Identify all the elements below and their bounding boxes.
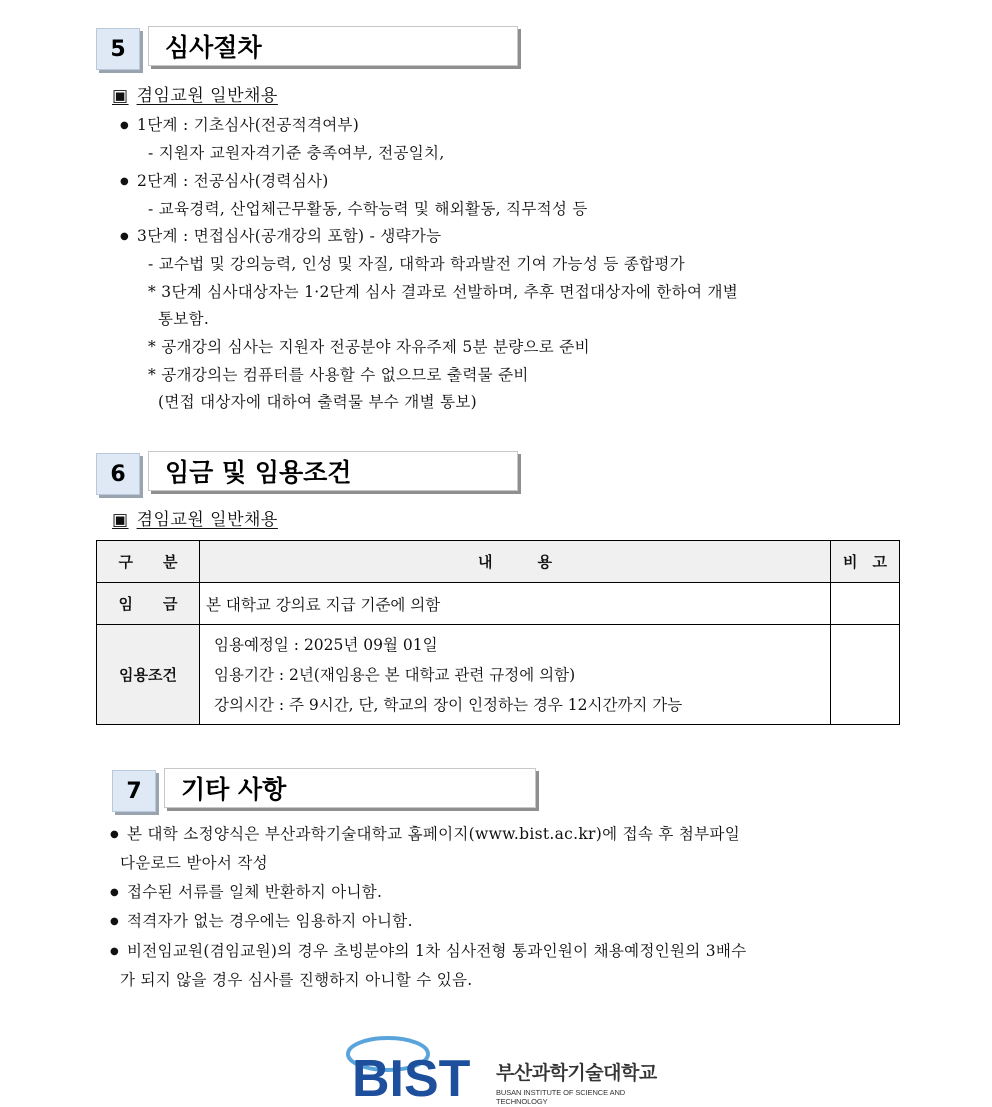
- list-item: - 교육경력, 산업체근무활동, 수학능력 및 해외활동, 직무적성 등: [148, 200, 588, 218]
- section-title: 심사절차: [148, 26, 518, 66]
- list-item: ● 비전임교원(겸임교원)의 경우 초빙분야의 1차 심사전형 통과인원이 채용예정인원의 3배수: [110, 939, 746, 961]
- list-item: ● 본 대학 소정양식은 부산과학기술대학교 홈페이지(www.bist.ac.kr)에 접속 후 첨부파일: [110, 822, 740, 844]
- note-item: 통보함.: [158, 310, 210, 328]
- section-6-header: [96, 451, 526, 495]
- condition-line: 강의시간 : 주 9시간, 단, 학교의 장이 인정하는 경우 12시간까지 가능: [214, 695, 683, 714]
- conditions-table: [96, 540, 900, 725]
- condition-line: 임용기간 : 2년(재임용은 본 대학교 관련 규정에 의함): [214, 665, 576, 684]
- bist-logo: [346, 1030, 666, 1106]
- table-row: [97, 625, 900, 725]
- list-item: - 교수법 및 강의능력, 인성 및 자질, 대학과 학과발전 기여 가능성 등 종합평가: [148, 255, 685, 273]
- row-label: 임 금: [97, 583, 200, 625]
- list-item: ● 접수된 서류를 일체 반환하지 아니함.: [110, 880, 382, 902]
- condition-line: 임용예정일 : 2025년 09월 01일: [214, 635, 438, 654]
- logo-mark-text: BIST: [352, 1050, 471, 1102]
- row-content: 본 대학교 강의료 지급 기준에 의함: [200, 583, 831, 625]
- sub-heading-text: 겸임교원 일반채용: [136, 86, 278, 106]
- square-bullet-icon: ▣: [112, 86, 129, 106]
- row-note: [831, 625, 900, 725]
- note-item: * 공개강의는 컴퓨터를 사용할 수 없으므로 출력물 준비: [148, 366, 529, 384]
- section-7-header: [112, 768, 542, 812]
- header-content: 내 용: [200, 541, 831, 583]
- section-number: 7: [112, 770, 156, 812]
- section-title: 임금 및 임용조건: [148, 451, 518, 491]
- row-content: [200, 625, 831, 725]
- logo-name-en: BUSAN INSTITUTE OF SCIENCE AND TECHNOLOGY: [496, 1088, 626, 1106]
- section-number: 6: [96, 453, 140, 495]
- list-item: 가 되지 않을 경우 심사를 진행하지 아니할 수 있음.: [120, 971, 473, 989]
- list-item: ● 1단계 : 기초심사(전공적격여부): [120, 113, 359, 135]
- row-label: 임용조건: [97, 625, 200, 725]
- list-item: ● 2단계 : 전공심사(경력심사): [120, 169, 329, 191]
- table-row: [97, 583, 900, 625]
- bist-logo-mark-icon: [346, 1030, 491, 1102]
- section-5-header: [96, 26, 526, 70]
- list-item: ● 3단계 : 면접심사(공개강의 포함) - 생략가능: [120, 224, 441, 246]
- note-item: * 공개강의 심사는 지원자 전공분야 자유주제 5분 분량으로 준비: [148, 338, 590, 356]
- row-note: [831, 583, 900, 625]
- section-title: 기타 사항: [164, 768, 536, 808]
- list-item: ● 적격자가 없는 경우에는 임용하지 아니함.: [110, 909, 413, 931]
- list-item: 다운로드 받아서 작성: [120, 854, 268, 872]
- sub-heading-text: 겸임교원 일반채용: [136, 510, 278, 530]
- header-note: 비 고: [831, 541, 900, 583]
- section-number: 5: [96, 28, 140, 70]
- sub-heading: [112, 81, 278, 106]
- logo-name-ko: 부산과학기술대학교: [496, 1062, 657, 1084]
- header-category: 구 분: [97, 541, 200, 583]
- table-header-row: [97, 541, 900, 583]
- list-item: - 지원자 교원자격기준 충족여부, 전공일치,: [148, 144, 445, 162]
- note-item: * 3단계 심사대상자는 1·2단계 심사 결과로 선발하며, 추후 면접대상자에 한하여 개별: [148, 283, 738, 301]
- sub-heading: [112, 505, 278, 530]
- square-bullet-icon: ▣: [112, 510, 129, 530]
- note-item: (면접 대상자에 대하여 출력물 부수 개별 통보): [158, 393, 477, 411]
